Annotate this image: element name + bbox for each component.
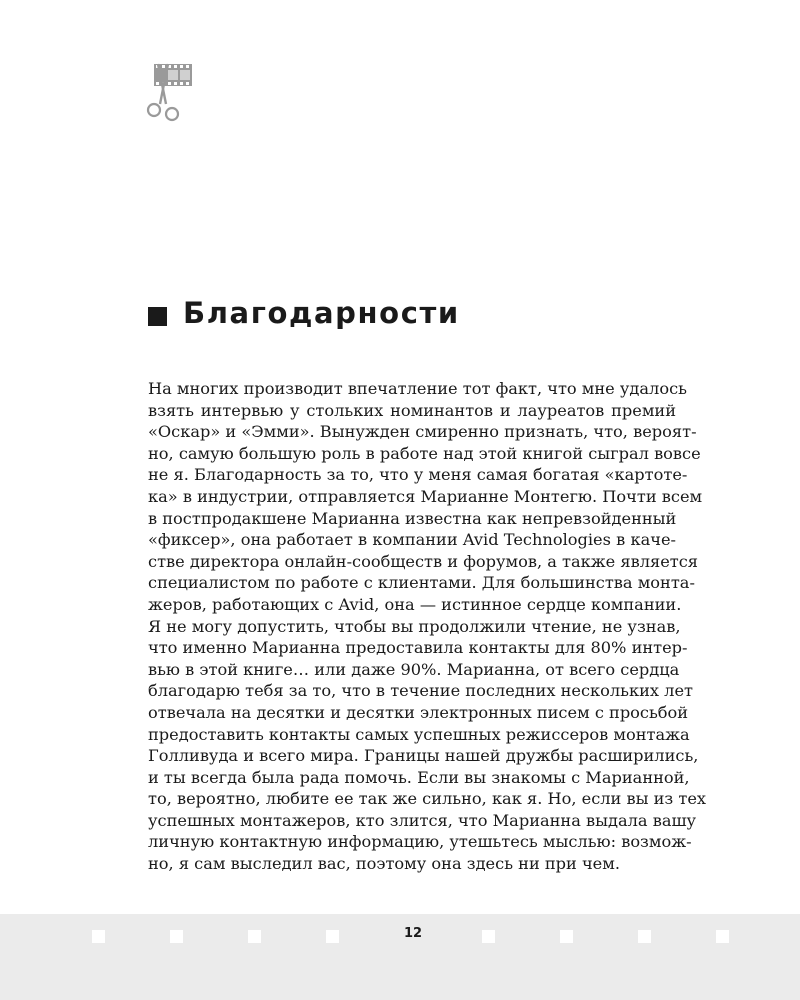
- acknowledgements-paragraph: [148, 378, 707, 875]
- text-line: специалистом по работе с клиентами. Для большинства монта-: [148, 573, 695, 593]
- text-line: личную контактную информацию, утешьтесь мыслью: возмож-: [148, 832, 692, 852]
- text-line: взять интервью у стольких номинантов и лауреатов премий: [148, 400, 676, 420]
- text-line: и ты всегда была рада помочь. Если вы знакомы с Марианной,: [148, 767, 690, 787]
- text-line: жеров, работающих с Avid, она — истинное сердце компании.: [148, 594, 682, 614]
- text-line: вью в этой книге… или даже 90%. Марианна, от всего сердца: [148, 659, 680, 679]
- page-number: 12: [403, 926, 423, 941]
- text-line: благодарю тебя за то, что в течение последних нескольких лет: [148, 681, 693, 701]
- text-line: предоставить контакты самых успешных режиссеров монтажа: [148, 724, 690, 744]
- section-title: Благодарности: [183, 296, 460, 330]
- text-line: но, я сам выследил вас, поэтому она здесь ни при чем.: [148, 854, 620, 874]
- text-line: то, вероятно, любите ее так же сильно, как я. Но, если вы из тех: [148, 789, 707, 809]
- text-line: Голливуда и всего мира. Границы нашей дружбы расширились,: [148, 746, 699, 766]
- text-line: не я. Благодарность за то, что у меня самая богатая «картоте-: [148, 465, 688, 485]
- footer-band: [0, 914, 800, 1000]
- film-strip-scissors-icon: [144, 60, 196, 126]
- text-line: в постпродакшене Марианна известна как непревзойденный: [148, 508, 677, 528]
- section-heading: [148, 296, 460, 330]
- text-line: отвечала на десятки и десятки электронных писем с просьбой: [148, 702, 689, 722]
- text-line: что именно Марианна предоставила контакты для 80% интер-: [148, 638, 688, 658]
- text-line: успешных монтажеров, кто злится, что Марианна выдала вашу: [148, 810, 697, 830]
- text-line: «фиксер», она работает в компании Avid Technologies в каче-: [148, 530, 676, 550]
- text-line: На многих производит впечатление тот факт, что мне удалось: [148, 379, 687, 398]
- text-line: Я не могу допустить, чтобы вы продолжили чтение, не узнав,: [148, 616, 681, 636]
- heading-square-bullet: [148, 307, 167, 326]
- text-line: но, самую большую роль в работе над этой книгой сыграл вовсе: [148, 443, 701, 463]
- text-line: ка» в индустрии, отправляется Марианне Монтегю. Почти всем: [148, 486, 703, 506]
- text-line: стве директора онлайн-сообществ и форумов, а также является: [148, 551, 699, 571]
- text-line: «Оскар» и «Эмми». Вынужден смиренно признать, что, вероят-: [148, 422, 697, 442]
